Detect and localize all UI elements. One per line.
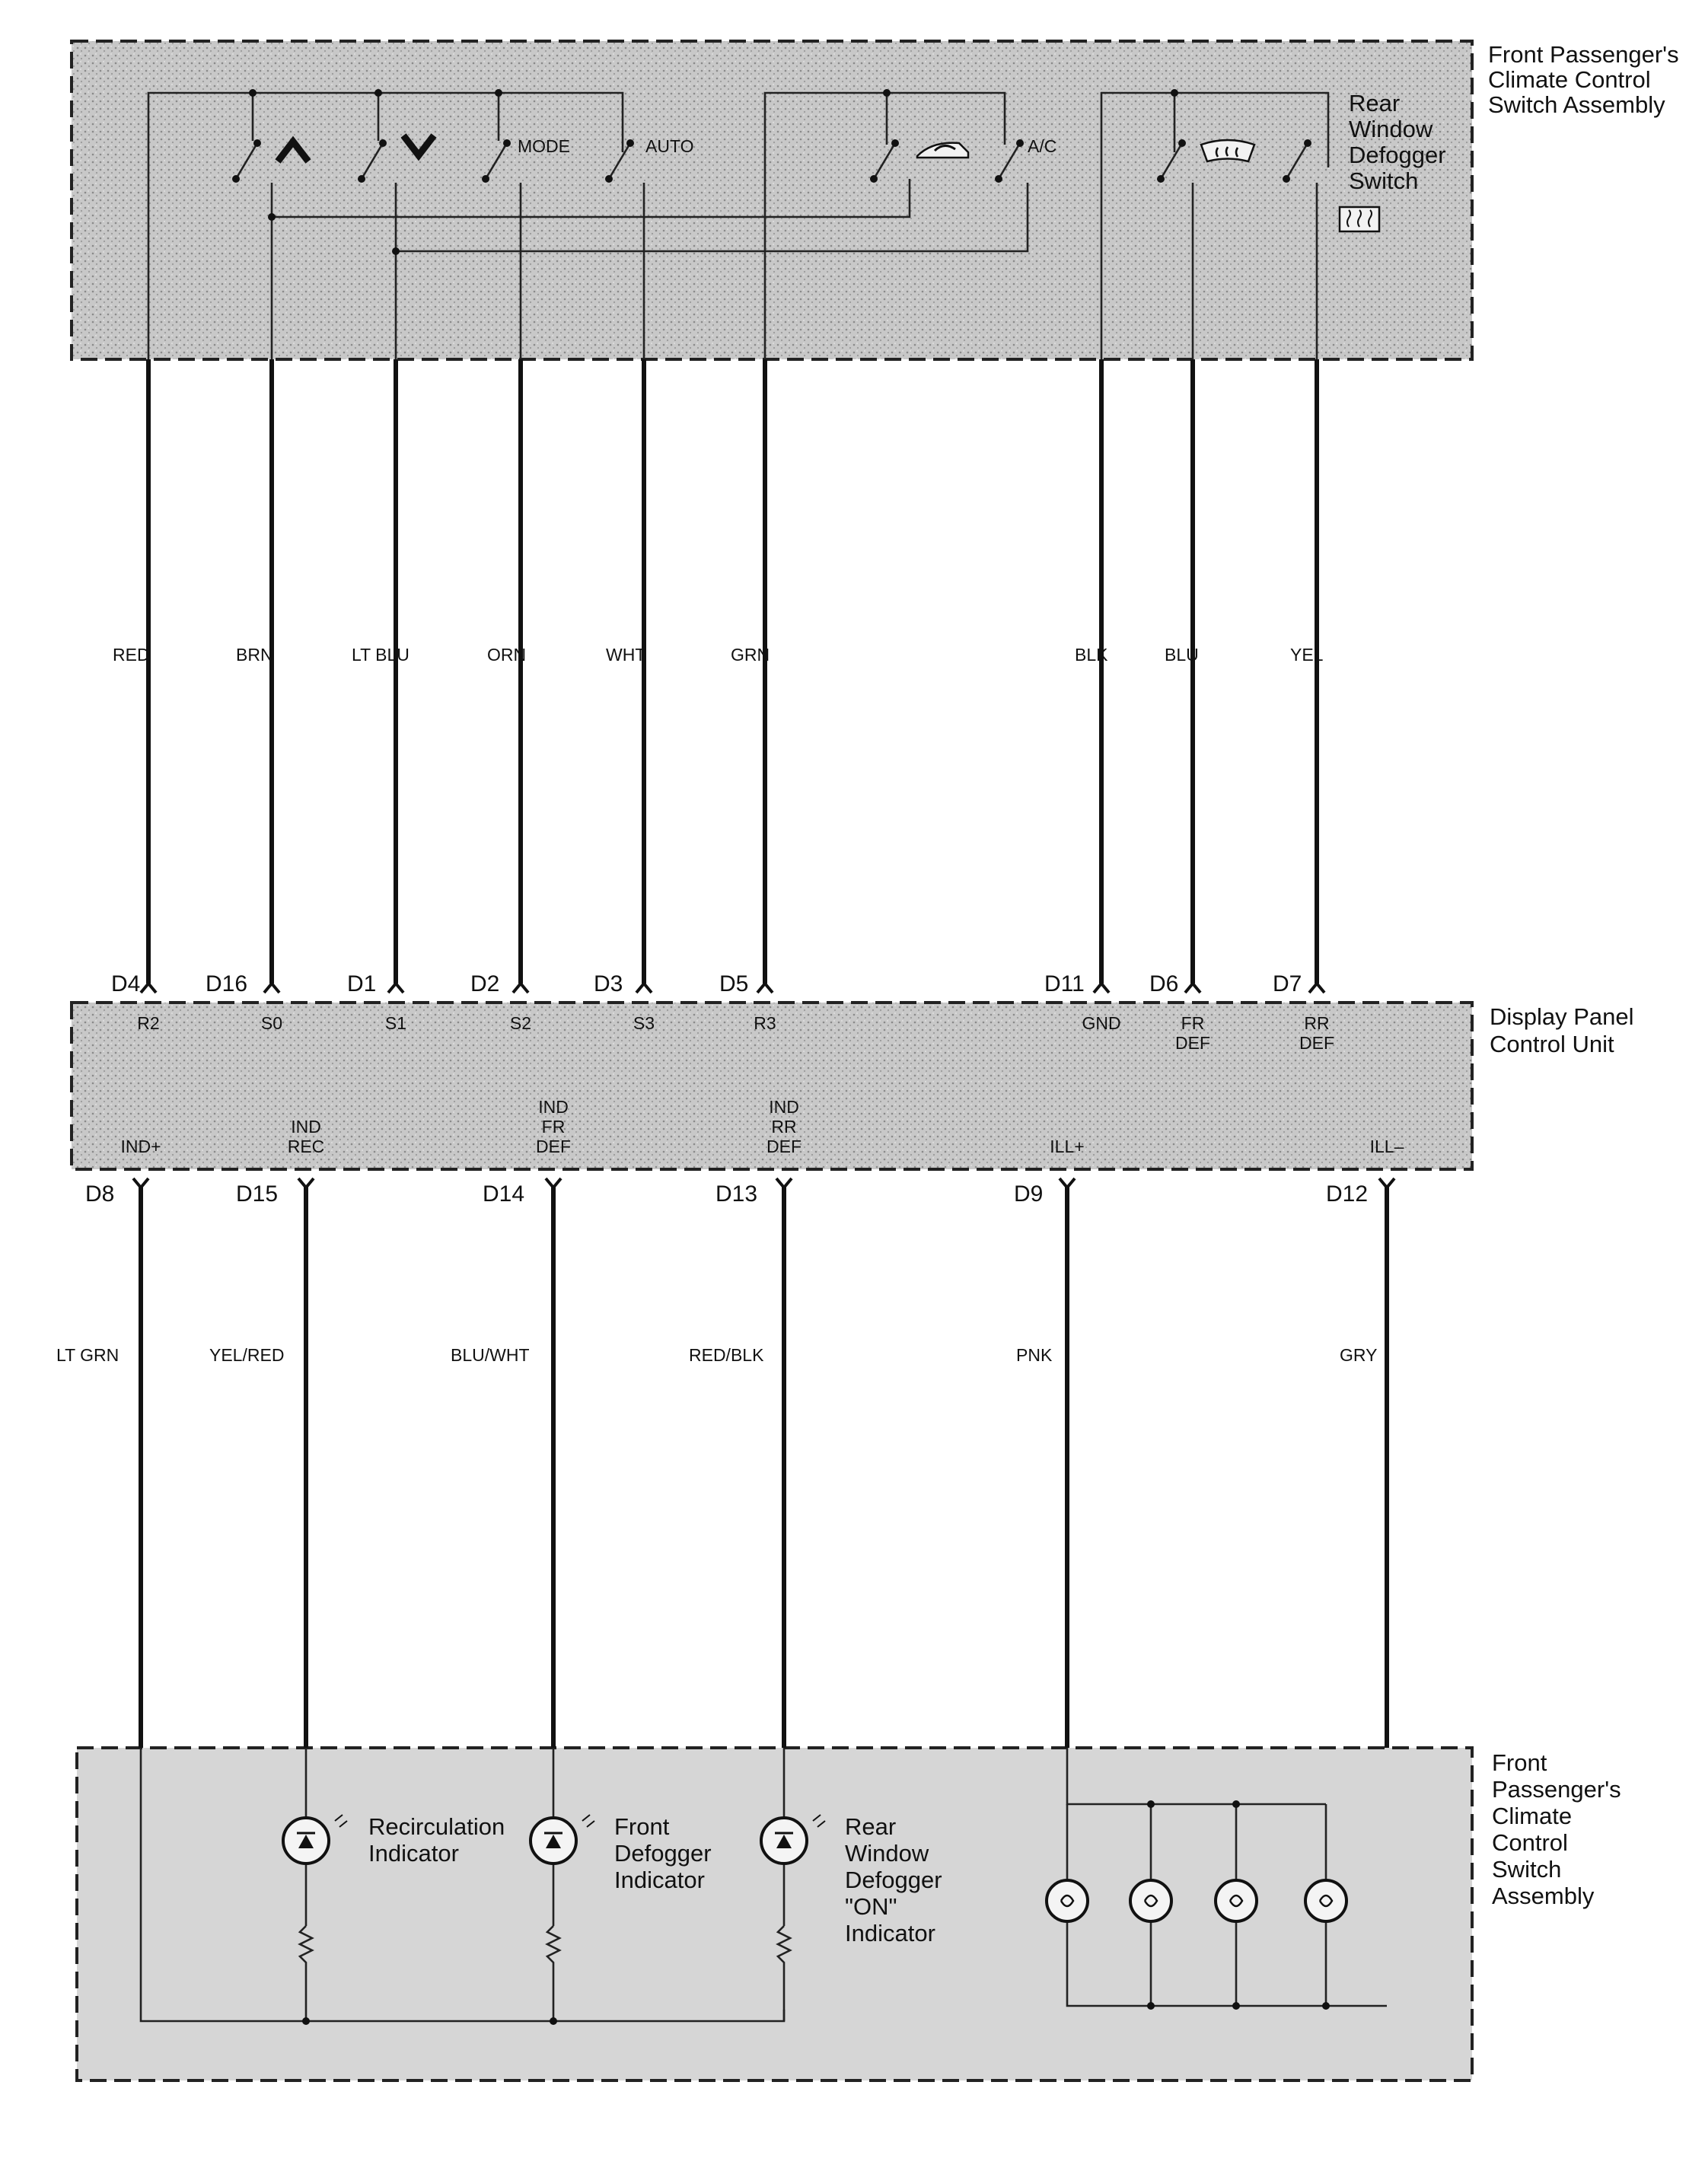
component-label-line: Switch [1349, 167, 1419, 194]
component-label-line: Assembly [1492, 1883, 1595, 1909]
indicator-label-line: "ON" [845, 1893, 897, 1920]
component-label-line: Front [1492, 1749, 1547, 1776]
top-wire-set [111, 359, 1334, 1053]
indicator-label-line: Recirculation [368, 1813, 505, 1840]
terminal-icon [264, 984, 279, 993]
display-panel-label [1490, 1003, 1634, 1057]
component-label-line: Switch Assembly [1488, 91, 1665, 118]
pin-label: IND [291, 1117, 321, 1137]
wire-color-label: YEL/RED [209, 1345, 285, 1365]
bottom-switch-assembly-box [77, 1748, 1472, 2080]
pin-label: ILL– [1369, 1137, 1404, 1156]
wire-color-label: WHT [606, 645, 646, 665]
illumination-bulb-icon [1047, 1880, 1088, 1921]
pin-label: RR [771, 1117, 797, 1137]
connector-label: D13 [715, 1181, 758, 1207]
connector-label: D2 [470, 971, 500, 996]
bottom-wire-set [56, 1097, 1404, 1748]
component-label-line: Rear [1349, 90, 1401, 116]
wire-d8 [56, 1137, 161, 1748]
wire-color-label: GRY [1340, 1345, 1378, 1365]
indicator-label-line: Rear [845, 1813, 897, 1840]
wire-d16 [206, 359, 282, 1033]
terminal-icon [1309, 984, 1324, 993]
wire-d7 [1273, 359, 1334, 1053]
wire-color-label: LT BLU [352, 645, 410, 665]
mode-switch-label: MODE [518, 136, 570, 156]
wire-color-label: BLU/WHT [451, 1345, 530, 1365]
component-label-line: Switch [1492, 1856, 1562, 1883]
wire-d14 [451, 1097, 571, 1748]
pin-label: GND [1082, 1013, 1121, 1033]
wire-color-label: RED/BLK [689, 1345, 764, 1365]
connector-label: D11 [1044, 971, 1085, 996]
wire-d3 [594, 359, 655, 1033]
pin-label: RR [1304, 1013, 1330, 1033]
pin-label: IND+ [120, 1137, 161, 1156]
wire-color-label: YEL [1290, 645, 1324, 665]
wire-d9 [1014, 1137, 1085, 1748]
terminal-icon [636, 984, 652, 993]
terminal-icon [1060, 1178, 1075, 1188]
pin-label: R3 [754, 1013, 776, 1033]
indicator-label-line: Window [845, 1840, 929, 1867]
pin-label: S2 [509, 1013, 532, 1033]
component-label-line: Control [1492, 1829, 1568, 1856]
connector-label: D9 [1014, 1181, 1044, 1207]
component-label-line: Defogger [1349, 142, 1446, 168]
rear-defroster-icon [1340, 207, 1379, 231]
pin-label: S0 [260, 1013, 283, 1033]
component-label-line: Climate Control [1488, 66, 1651, 93]
terminal-icon [388, 984, 403, 993]
pin-label: DEF [766, 1137, 802, 1156]
pin-label: DEF [1299, 1033, 1334, 1053]
connector-label: D8 [85, 1181, 115, 1207]
pin-label: ILL+ [1050, 1137, 1085, 1156]
pin-label: FR [541, 1117, 566, 1137]
connector-label: D7 [1273, 971, 1302, 996]
terminal-icon [1379, 1178, 1394, 1188]
connector-label: D3 [594, 971, 623, 996]
component-label-line: Climate [1492, 1803, 1573, 1829]
terminal-icon [1185, 984, 1200, 993]
auto-switch-label: AUTO [645, 136, 694, 156]
connector-label: D1 [347, 971, 377, 996]
wire-color-label: PNK [1016, 1345, 1053, 1365]
wire-d12 [1326, 1137, 1404, 1748]
pin-label: IND [769, 1097, 799, 1117]
wire-d4 [111, 359, 160, 1033]
connector-label: D5 [719, 971, 749, 996]
pin-label: R2 [137, 1013, 160, 1033]
indicator-label-line: Indicator [368, 1840, 459, 1867]
connector-label: D15 [236, 1181, 279, 1207]
wire-color-label: GRN [731, 645, 770, 665]
windshield-defrost-icon [1201, 140, 1254, 161]
terminal-icon [1094, 984, 1109, 993]
terminal-icon [298, 1178, 314, 1188]
illumination-bulb-icon [1216, 1880, 1257, 1921]
indicator-label-line: Front [614, 1813, 670, 1840]
illumination-bulb-icon [1130, 1880, 1171, 1921]
connector-label: D6 [1149, 971, 1179, 996]
indicator-label-line: Defogger [845, 1867, 942, 1893]
ac-switch-label: A/C [1028, 136, 1057, 156]
wire-color-label: BLK [1075, 645, 1108, 665]
terminal-icon [776, 1178, 792, 1188]
terminal-icon [546, 1178, 561, 1188]
wire-color-label: BRN [236, 645, 273, 665]
indicator-label-line: Indicator [845, 1920, 935, 1946]
terminal-icon [141, 984, 156, 993]
pin-label: FR [1181, 1013, 1205, 1033]
connector-label: D12 [1326, 1181, 1369, 1207]
pin-label: REC [287, 1137, 325, 1156]
pin-label: S3 [633, 1013, 655, 1033]
wire-color-label: RED [113, 645, 150, 665]
component-label-line: Display Panel [1490, 1003, 1634, 1030]
connector-label: D16 [206, 971, 248, 996]
terminal-icon [133, 1178, 148, 1188]
wire-color-label: BLU [1165, 645, 1199, 665]
connector-label: D14 [483, 1181, 525, 1207]
indicator-label-line: Defogger [614, 1840, 712, 1867]
terminal-icon [513, 984, 528, 993]
connector-label: D4 [111, 971, 141, 996]
wire-color-label: LT GRN [56, 1345, 120, 1365]
wire-d2 [470, 359, 531, 1033]
pin-label: DEF [536, 1137, 571, 1156]
wire-d13 [689, 1097, 802, 1748]
wire-d11 [1044, 359, 1121, 1033]
pin-label: DEF [1175, 1033, 1210, 1053]
indicator-label-line: Indicator [614, 1867, 705, 1893]
pin-label: S1 [384, 1013, 407, 1033]
wire-d15 [209, 1117, 324, 1748]
component-label-line: Front Passenger's [1488, 41, 1679, 68]
component-label-line: Control Unit [1490, 1031, 1614, 1057]
bottom-switch-assembly-label [1492, 1749, 1621, 1909]
wire-d6 [1149, 359, 1210, 1053]
top-switch-assembly-label [1488, 41, 1679, 118]
top-switch-assembly-box [72, 41, 1472, 359]
terminal-icon [757, 984, 773, 993]
wire-d5 [719, 359, 776, 1033]
component-label-line: Passenger's [1492, 1776, 1621, 1803]
wire-d1 [347, 359, 410, 1033]
wire-color-label: ORN [487, 645, 527, 665]
component-label-line: Window [1349, 116, 1433, 142]
pin-label: IND [538, 1097, 569, 1117]
illumination-bulb-icon [1305, 1880, 1346, 1921]
